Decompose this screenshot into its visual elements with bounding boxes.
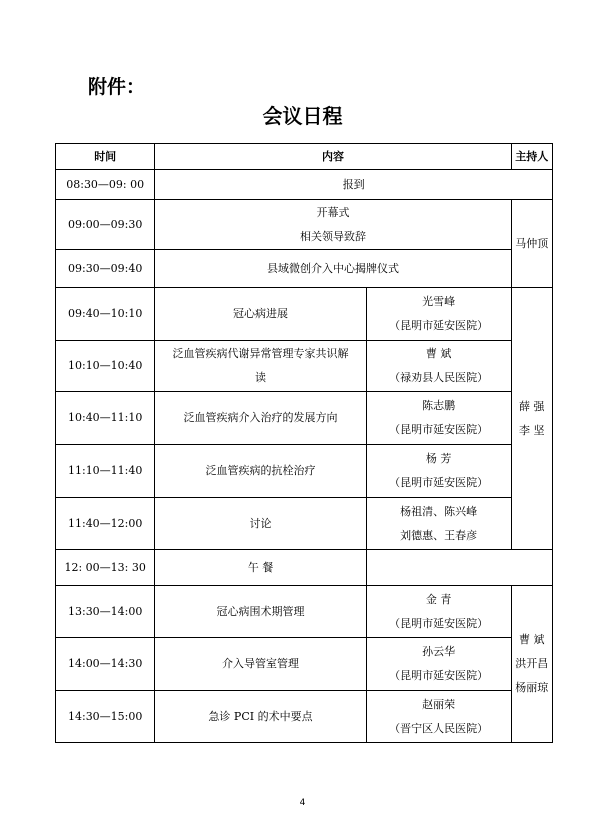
- table-row: [56, 445, 553, 498]
- header-host: 主持人: [511, 144, 552, 170]
- topic-cell: 介入导管室管理: [155, 638, 366, 691]
- topic-line: 泛血管疾病代谢异常管理专家共识解: [172, 347, 349, 360]
- time-cell: 14:00—14:30: [56, 638, 155, 691]
- speaker-name: 光雪峰: [422, 295, 456, 308]
- content-cell: [155, 200, 511, 250]
- table-row: [56, 288, 553, 341]
- speaker-cell: [366, 638, 511, 691]
- time-cell: 08:30—09: 00: [56, 170, 155, 200]
- time-cell: 09:00—09:30: [56, 200, 155, 250]
- topic-cell: 泛血管疾病的抗栓治疗: [155, 445, 366, 498]
- host-cell: [511, 586, 552, 743]
- speaker-cell: [366, 498, 511, 550]
- content-cell: 报到: [155, 170, 553, 200]
- table-row: [56, 638, 553, 691]
- content-line: 开幕式: [316, 205, 350, 219]
- speaker-name: 陈志鹏: [422, 399, 456, 412]
- speaker-cell: [366, 691, 511, 743]
- speaker-name: 曹 斌: [425, 347, 452, 360]
- page-title: 会议日程: [262, 104, 343, 128]
- table-row: [56, 341, 553, 392]
- time-cell: 14:30—15:00: [56, 691, 155, 743]
- speaker-name: 刘德惠、王春彦: [400, 528, 478, 542]
- table-row: [56, 200, 553, 250]
- speaker-name: 金 青: [425, 592, 452, 606]
- time-cell: 09:40—10:10: [56, 288, 155, 341]
- host-name: 李 坚: [519, 423, 545, 437]
- speaker-org: （昆明市延安医院）: [389, 423, 489, 436]
- table-row: [56, 498, 553, 550]
- speaker-name: 孙云华: [422, 645, 456, 658]
- host-name: 薛 强: [519, 399, 545, 413]
- attachment-label: 附件：: [88, 76, 146, 98]
- content-cell: 午 餐: [155, 550, 366, 586]
- table-row: [56, 170, 553, 200]
- topic-line: 读: [255, 371, 266, 384]
- speaker-org: （昆明市延安医院）: [389, 476, 489, 489]
- speaker-cell: [366, 445, 511, 498]
- table-row: [56, 691, 553, 743]
- speaker-cell: [366, 392, 511, 445]
- time-cell: 09:30—09:40: [56, 250, 155, 288]
- speaker-org: （禄劝县人民医院）: [389, 371, 489, 384]
- table-row: [56, 392, 553, 445]
- table-row: [56, 550, 553, 586]
- speaker-name: 杨祖清、陈兴峰: [400, 504, 478, 518]
- host-name: 洪开昌: [515, 657, 549, 670]
- empty-cell: [366, 550, 552, 586]
- time-cell: 11:40—12:00: [56, 498, 155, 550]
- table-row: [56, 250, 553, 288]
- schedule-table: [55, 143, 553, 743]
- host-cell: 马仲顶: [511, 200, 552, 288]
- topic-cell: 泛血管疾病介入治疗的发展方向: [155, 392, 366, 445]
- host-cell: [511, 288, 552, 550]
- page-number: 4: [299, 798, 306, 808]
- topic-cell: 冠心病进展: [155, 288, 366, 341]
- time-cell: 11:10—11:40: [56, 445, 155, 498]
- time-cell: 10:40—11:10: [56, 392, 155, 445]
- host-name: 曹 斌: [519, 633, 545, 646]
- speaker-org: （昆明市延安医院）: [389, 616, 489, 630]
- topic-cell: 急诊 PCI 的术中要点: [155, 691, 366, 743]
- content-cell: 县域微创介入中心揭牌仪式: [155, 250, 511, 288]
- speaker-cell: [366, 288, 511, 341]
- speaker-org: （晋宁区人民医院）: [389, 721, 489, 735]
- speaker-name: 杨 芳: [425, 452, 452, 465]
- host-name: 杨丽琼: [515, 681, 549, 694]
- speaker-cell: [366, 586, 511, 638]
- speaker-org: （昆明市延安医院）: [389, 669, 489, 682]
- time-cell: 10:10—10:40: [56, 341, 155, 392]
- table-row: [56, 586, 553, 638]
- speaker-cell: [366, 341, 511, 392]
- content-line: 相关领导致辞: [299, 229, 366, 243]
- speaker-org: （昆明市延安医院）: [389, 319, 489, 332]
- table-header-row: [56, 144, 553, 170]
- speaker-name: 赵丽荣: [422, 697, 456, 711]
- topic-cell: [155, 341, 366, 392]
- time-cell: 13:30—14:00: [56, 586, 155, 638]
- header-time: 时间: [56, 144, 155, 170]
- time-cell: 12: 00—13: 30: [56, 550, 155, 586]
- topic-cell: 讨论: [155, 498, 366, 550]
- header-content: 内容: [155, 144, 511, 170]
- topic-cell: 冠心病围术期管理: [155, 586, 366, 638]
